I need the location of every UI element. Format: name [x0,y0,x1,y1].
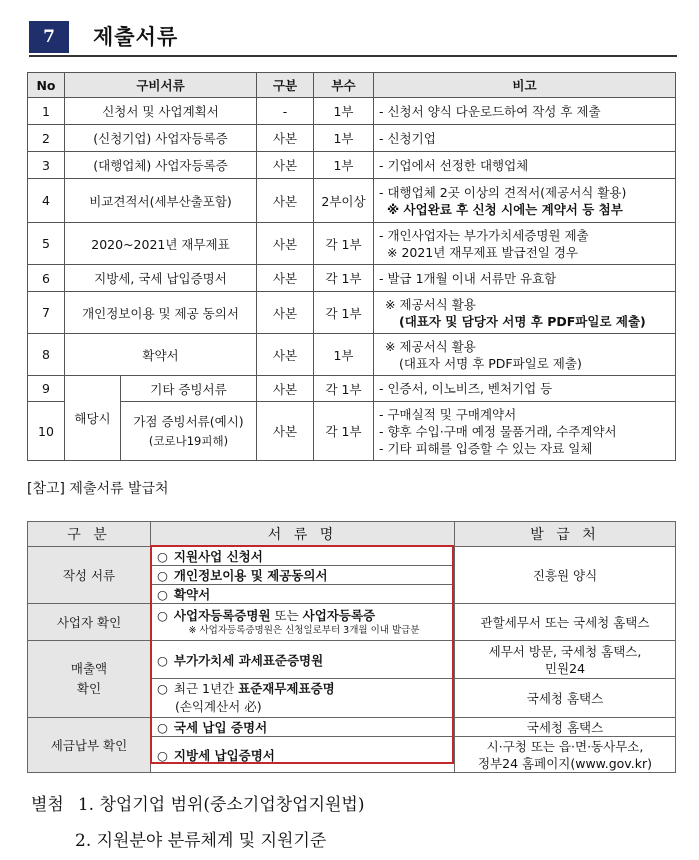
table-header-row: 구 분 서 류 명 발 급 처 [28,522,676,547]
col-type: 구분 [257,73,314,98]
table-row: 4 비교견적서(세부산출포함) 사본 2부이상 - 대행업체 2곳 이상의 견적서(제공서식 활용) ※ 사업완료 후 신청 시에는 계약서 등 첨부 [28,179,676,223]
table-row: 6 지방세, 국세 납입증명서 사본 각 1부 - 발급 1개월 이내 서류만 유효함 [28,265,676,292]
section-number-badge: 7 [29,21,69,53]
col-doc: 구비서류 [65,73,257,98]
table-header-row [28,73,676,98]
table-row: 1 신청서 및 사업계획서 - 1부 - 신청서 양식 다운로드하여 작성 후 제출 [28,98,676,125]
table-row: 5 2020~2021년 재무제표 사본 각 1부 - 개인사업자는 부가가치세증명원 제출 ※ 2021년 재무제표 발급전일 경우 [28,223,676,265]
table-row: 3 (대행업체) 사업자등록증 사본 1부 - 기업에서 선정한 대행업체 [28,152,676,179]
table-row: 7 개인정보이용 및 제공 동의서 사본 각 1부 ※ 제공서식 활용 (대표자 및 담당자 서명 후 PDF파일로 제출) [28,292,676,334]
attachment-item-2: 2. 지원분야 분류체계 및 지원기준 [75,831,327,851]
table-row: ○ 지방세 납입증명서 시·구청 또는 읍·면·동사무소, 정부24 홈페이지(www.gov.kr) [28,737,676,773]
col-no: No [28,73,65,98]
col-copies: 부수 [314,73,374,98]
section-divider [29,55,677,57]
reference-title: [참고] 제출서류 발급처 [27,481,169,497]
table-row: 사업자 확인 ○ 사업자등록증명원 또는 사업자등록증 ※ 사업자등록증명원은 신청일로부터 3개월 이내 발급분 관할세무서 또는 국세청 홈택스 [28,604,676,641]
section-header [29,17,683,57]
table-row: 2 (신청기업) 사업자등록증 사본 1부 - 신청기업 [28,125,676,152]
table-row: 작성 서류 ○ 지원사업 신청서 진흥원 양식 [28,547,676,566]
table-row: ○ 최근 1년간 표준재무제표증명 (손익계산서 必) 국세청 홈택스 [28,679,676,718]
table-row: 매출액 확인 ○ 부가가치세 과세표준증명원 세무서 방문, 국세청 홈택스, 민원24 [28,641,676,679]
col-note: 비고 [374,73,676,98]
table-row: ○ 개인정보이용 및 제공동의서 [28,566,676,585]
table-row: 10 가점 증빙서류(예시) (코로나19피해) 사본 각 1부 - 구매실적 및 구매계약서 - 향후 수입·구매 예정 물품거래, 수주계약서 - 기타 피해를 입증할 수 있는 자료 일체 [28,402,676,461]
documents-table [27,72,676,461]
group-label: 해당시 [65,376,121,461]
issuer-table [27,521,676,773]
table-row: 세금납부 확인 ○ 국세 납입 증명서 국세청 홈택스 [28,718,676,737]
table-row: ○ 확약서 [28,585,676,604]
table-row: 8 확약서 사본 1부 ※ 제공서식 활용 (대표자 서명 후 PDF파일로 제출) [28,334,676,376]
attachment-item-1: 별첨 1. 창업기업 범위(중소기업창업지원법) [31,795,365,815]
table-row: 9 해당시 기타 증빙서류 사본 각 1부 - 인증서, 이노비즈, 벤처기업 등 [28,376,676,402]
section-title: 제출서류 [93,25,179,49]
